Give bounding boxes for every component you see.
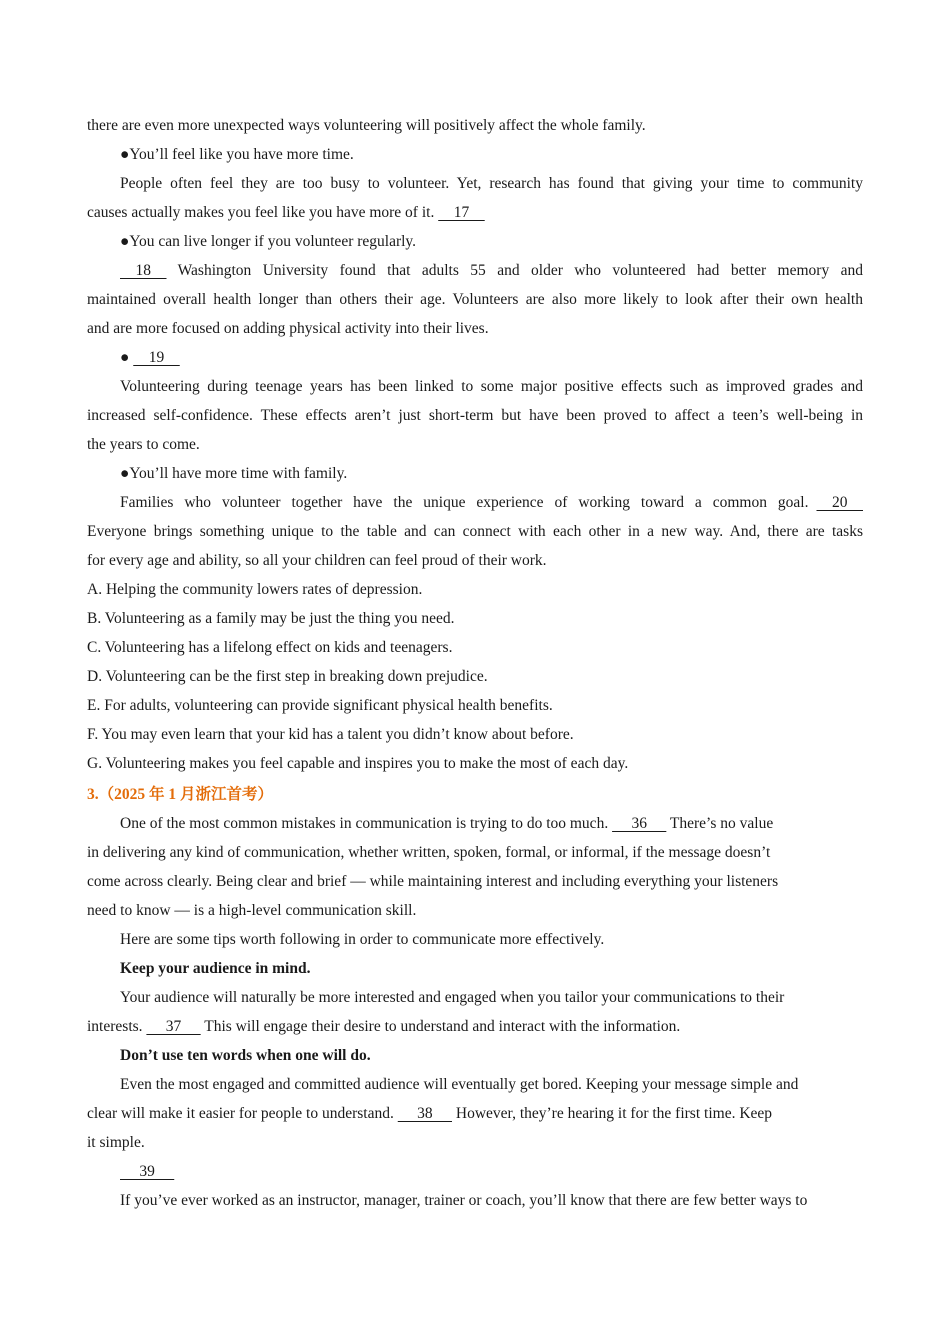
blank-20[interactable]: 20 — [816, 494, 863, 511]
bullet-heading — [87, 343, 863, 372]
paragraph-text: There’s no value — [666, 815, 774, 832]
option-f: F. You may even learn that your kid has a talent you didn’t know about before. — [87, 726, 574, 743]
paragraph-line: Volunteering during teenage years has been linked to some major positive effects such as improved grades and — [120, 378, 863, 395]
option-e: E. For adults, volunteering can provide significant physical health benefits. — [87, 697, 553, 714]
paragraph-line: for every age and ability, so all your children can feel proud of their work. — [87, 552, 547, 569]
subheading: Keep your audience in mind. — [120, 960, 311, 977]
paragraph-line — [87, 198, 863, 227]
blank-37[interactable]: 37 — [146, 1018, 201, 1035]
bullet-heading: ●You’ll feel like you have more time. — [120, 146, 354, 163]
paragraph-text: clear will make it easier for people to understand. — [87, 1105, 394, 1122]
paragraph-line: there are even more unexpected ways volunteering will positively affect the whole family. — [87, 117, 646, 134]
paragraph-text: Families who volunteer together have the unique experience of working toward a common goal. — [120, 494, 809, 511]
paragraph-text: However, they’re hearing it for the first time. Keep — [452, 1105, 773, 1122]
paragraph-text: Washington University found that adults 55 and older who volunteered had better memory and — [166, 262, 863, 279]
document-page — [87, 111, 863, 1215]
paragraph-line: and are more focused on adding physical activity into their lives. — [87, 320, 489, 337]
paragraph-line — [87, 1012, 863, 1041]
paragraph-text: This will engage their desire to understand and interact with the information. — [200, 1018, 681, 1035]
paragraph-line: If you’ve ever worked as an instructor, manager, trainer or coach, you’ll know that there are few better ways to — [120, 1192, 808, 1209]
option-g: G. Volunteering makes you feel capable and inspires you to make the most of each day. — [87, 755, 629, 772]
paragraph-line: the years to come. — [87, 436, 200, 453]
section-heading: 3.（2025 年 1 月浙江首考） — [87, 786, 274, 803]
paragraph-text: causes actually makes you feel like you have more of it. — [87, 204, 435, 221]
paragraph-line: it simple. — [87, 1134, 145, 1151]
paragraph-text: interests. — [87, 1018, 143, 1035]
paragraph-line — [87, 256, 863, 285]
paragraph-line — [87, 1157, 863, 1186]
option-d: D. Volunteering can be the first step in breaking down prejudice. — [87, 668, 488, 685]
paragraph-line — [87, 809, 863, 838]
blank-17[interactable]: 17 — [438, 204, 485, 221]
paragraph-line: maintained overall health longer than others their age. Volunteers are also more likely to look after their own health — [87, 291, 863, 308]
bullet-marker: ● — [120, 349, 134, 366]
paragraph-line: Your audience will naturally be more interested and engaged when you tailor your communications to their — [120, 989, 785, 1006]
bullet-heading: ●You can live longer if you volunteer regularly. — [120, 233, 417, 250]
paragraph-line: come across clearly. Being clear and brief — while maintaining interest and including everything your listeners — [87, 873, 779, 890]
blank-18[interactable]: 18 — [120, 262, 167, 279]
paragraph-line: in delivering any kind of communication, whether written, spoken, formal, or informal, if the message doesn’t — [87, 844, 771, 861]
paragraph-line: People often feel they are too busy to volunteer. Yet, research has found that giving your time to community — [120, 175, 863, 192]
bullet-heading: ●You’ll have more time with family. — [120, 465, 348, 482]
blank-38[interactable]: 38 — [397, 1105, 452, 1122]
subheading: Don’t use ten words when one will do. — [120, 1047, 371, 1064]
option-a: A. Helping the community lowers rates of depression. — [87, 581, 423, 598]
blank-39[interactable]: 39 — [120, 1163, 175, 1180]
paragraph-line: increased self-confidence. These effects aren’t just short-term but have been proved to affect a teen’s well-being in — [87, 407, 863, 424]
paragraph-line — [87, 1099, 863, 1128]
option-b: B. Volunteering as a family may be just the thing you need. — [87, 610, 455, 627]
blank-36[interactable]: 36 — [612, 815, 667, 832]
paragraph-line: need to know — is a high-level communication skill. — [87, 902, 417, 919]
paragraph-line — [87, 488, 863, 517]
paragraph-line: Here are some tips worth following in order to communicate more effectively. — [120, 931, 605, 948]
blank-19[interactable]: 19 — [133, 349, 180, 366]
paragraph-line: Even the most engaged and committed audience will eventually get bored. Keeping your message simple and — [120, 1076, 799, 1093]
paragraph-text: One of the most common mistakes in communication is trying to do too much. — [120, 815, 609, 832]
paragraph-line: Everyone brings something unique to the table and can connect with each other in a new way. And, there are tasks — [87, 523, 863, 540]
option-c: C. Volunteering has a lifelong effect on kids and teenagers. — [87, 639, 453, 656]
